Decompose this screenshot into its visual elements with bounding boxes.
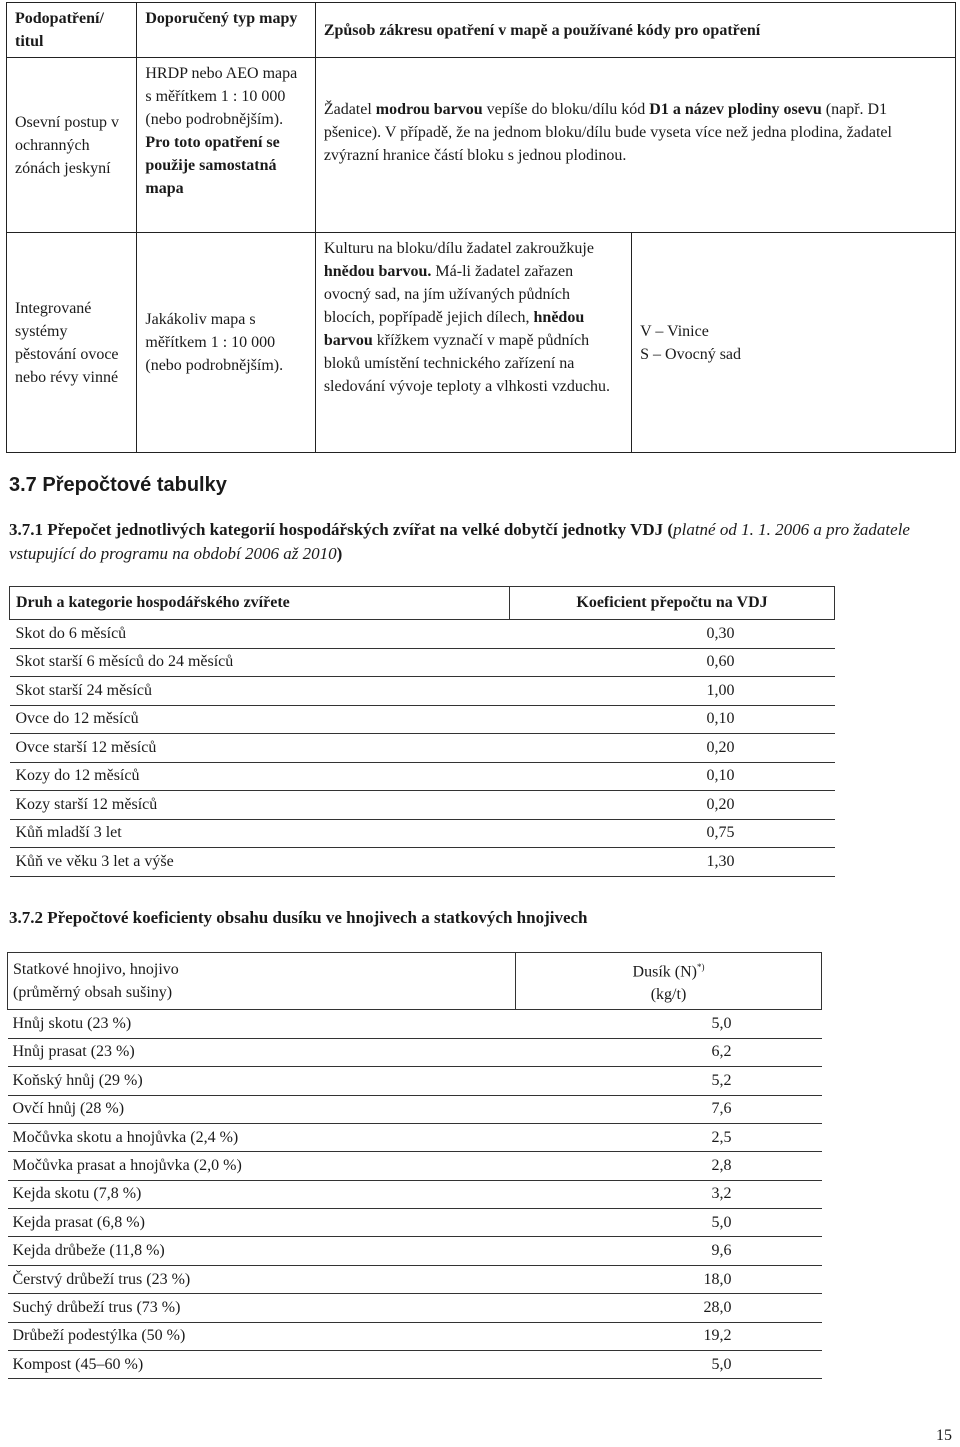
nitrogen-table-header — [8, 953, 822, 1010]
header-submeasure: Podopatření/ titul — [7, 3, 137, 58]
row-value: 0,60 — [510, 648, 835, 677]
table-row — [8, 1152, 822, 1180]
row-name: Kejda skotu (7,8 %) — [8, 1180, 516, 1208]
row1-title: Osevní postup v ochranných zónách jeskyní — [7, 58, 137, 233]
row-name: Kůň mladší 3 let — [10, 819, 510, 848]
row1-method: Žadatel modrou barvou vepíše do bloku/dílu kód D1 a název plodiny osevu (např. D1 pšenice). V případě, že na jednom bloku/dílu bude vyseta více než jedna plodina, žadatel zvýrazní hranice částí bloku s jednou plodinou. — [315, 58, 955, 233]
row-name: Suchý drůbeží trus (73 %) — [8, 1294, 516, 1322]
table-row — [10, 734, 835, 763]
row-name: Kozy do 12 měsíců — [10, 762, 510, 791]
row-value: 7,6 — [516, 1095, 822, 1123]
row-value: 5,2 — [516, 1067, 822, 1095]
livestock-vdj-table — [9, 586, 835, 877]
table-row — [10, 848, 835, 877]
table-row — [8, 1294, 822, 1322]
row-value: 0,75 — [510, 819, 835, 848]
subsection-3-7-2: 3.7.2 Přepočtové koeficienty obsahu dusíku ve hnojivech a statkových hnojivech — [9, 908, 588, 927]
row-name: Kejda prasat (6,8 %) — [8, 1209, 516, 1237]
row-value: 18,0 — [516, 1265, 822, 1293]
row-value: 28,0 — [516, 1294, 822, 1322]
row-name: Močůvka prasat a hnojůvka (2,0 %) — [8, 1152, 516, 1180]
header-method: Způsob zákresu opatření v mapě a používané kódy pro opatření — [315, 3, 955, 58]
row-value: 2,5 — [516, 1123, 822, 1151]
table-row — [10, 791, 835, 820]
row-value: 3,2 — [516, 1180, 822, 1208]
row-value: 0,10 — [510, 762, 835, 791]
table-row — [8, 1209, 822, 1237]
table-row — [8, 1067, 822, 1095]
row-name: Skot starší 24 měsíců — [10, 677, 510, 706]
table-row — [8, 1237, 822, 1265]
code-ovocny-sad: S – Ovocný sad — [640, 345, 742, 363]
row-value: 0,20 — [510, 734, 835, 763]
table-row — [10, 620, 835, 649]
row-name: Kozy starší 12 měsíců — [10, 791, 510, 820]
row-value: 2,8 — [516, 1152, 822, 1180]
measures-map-table — [6, 2, 956, 453]
row-value: 0,20 — [510, 791, 835, 820]
row-value: 6,2 — [516, 1038, 822, 1066]
subsection-3-7-1: 3.7.1 Přepočet jednotlivých kategorií hospodářských zvířat na velké dobytčí jednotky VDJ (platné od 1. 1. 2006 a pro žadatele vstupující do programu na období 2006 až 2010) — [9, 520, 910, 563]
row2-method: Kulturu na bloku/dílu žadatel zakroužkuje hnědou barvou. Má-li žadatel zařazen ovocný sad, na jím užívaných půdních blocích, popřípadě jejich dílech, hnědou barvou křížkem vyznačí v mapě půdních bloků umístění technického zařízení na sledování vývoje teploty a vlhkosti vzduchu. — [315, 233, 631, 453]
row-value: 1,30 — [510, 848, 835, 877]
row-name: Kompost (45–60 %) — [8, 1351, 516, 1379]
table-row — [10, 677, 835, 706]
table-row — [10, 762, 835, 791]
table-row — [8, 1010, 822, 1038]
header-animal-category: Druh a kategorie hospodářského zvířete — [10, 587, 510, 620]
table-row — [10, 648, 835, 677]
row-name: Skot starší 6 měsíců do 24 měsíců — [10, 648, 510, 677]
row-value: 9,6 — [516, 1237, 822, 1265]
table-row — [8, 1123, 822, 1151]
table-row — [8, 1265, 822, 1293]
row-name: Kejda drůbeže (11,8 %) — [8, 1237, 516, 1265]
nitrogen-table — [7, 952, 822, 1379]
table-row — [10, 705, 835, 734]
row-name: Ovce starší 12 měsíců — [10, 734, 510, 763]
row-name: Ovčí hnůj (28 %) — [8, 1095, 516, 1123]
row-name: Hnůj prasat (23 %) — [8, 1038, 516, 1066]
row-value: 5,0 — [516, 1209, 822, 1237]
row-value: 5,0 — [516, 1351, 822, 1379]
table-row — [8, 1322, 822, 1350]
row-value: 0,30 — [510, 620, 835, 649]
row-name: Drůbeží podestýlka (50 %) — [8, 1322, 516, 1350]
row-name: Kůň ve věku 3 let a výše — [10, 848, 510, 877]
table-row — [7, 233, 956, 453]
table-row — [10, 819, 835, 848]
row-value: 19,2 — [516, 1322, 822, 1350]
row2-title: Integrované systémy pěstování ovoce nebo révy vinné — [7, 233, 137, 453]
table-row — [8, 1180, 822, 1208]
page-number: 15 — [936, 1427, 952, 1444]
table-row — [8, 1351, 822, 1379]
table-row — [8, 1095, 822, 1123]
header-fertilizer: Statkové hnojivo, hnojivo (průměrný obsah sušiny) — [8, 953, 516, 1010]
row1-map: HRDP nebo AEO mapa s měřítkem 1 : 10 000 (nebo podrobnějším). Pro toto opatření se použije samostatná mapa — [137, 58, 315, 233]
row-value: 0,10 — [510, 705, 835, 734]
row2-codes — [632, 233, 956, 453]
row-name: Skot do 6 měsíců — [10, 620, 510, 649]
code-vinice: V – Vinice — [640, 322, 709, 340]
row2-map: Jakákoliv mapa s měřítkem 1 : 10 000 (nebo podrobnějším). — [137, 233, 315, 453]
row-value: 5,0 — [516, 1010, 822, 1038]
section-title: 3.7 Přepočtové tabulky — [9, 474, 227, 496]
header-nitrogen: Dusík (N)*) (kg/t) — [516, 953, 822, 1010]
row-value: 1,00 — [510, 677, 835, 706]
header-coefficient: Koeficient přepočtu na VDJ — [510, 587, 835, 620]
row-name: Ovce do 12 měsíců — [10, 705, 510, 734]
table-row — [8, 1038, 822, 1066]
table-row — [7, 58, 956, 233]
header-map-type: Doporučený typ mapy — [137, 3, 315, 58]
table-header-row — [7, 3, 956, 58]
row-name: Koňský hnůj (29 %) — [8, 1067, 516, 1095]
row-name: Hnůj skotu (23 %) — [8, 1010, 516, 1038]
row-name: Močůvka skotu a hnojůvka (2,4 %) — [8, 1123, 516, 1151]
livestock-table-header — [10, 587, 835, 620]
row-name: Čerstvý drůbeží trus (23 %) — [8, 1265, 516, 1293]
